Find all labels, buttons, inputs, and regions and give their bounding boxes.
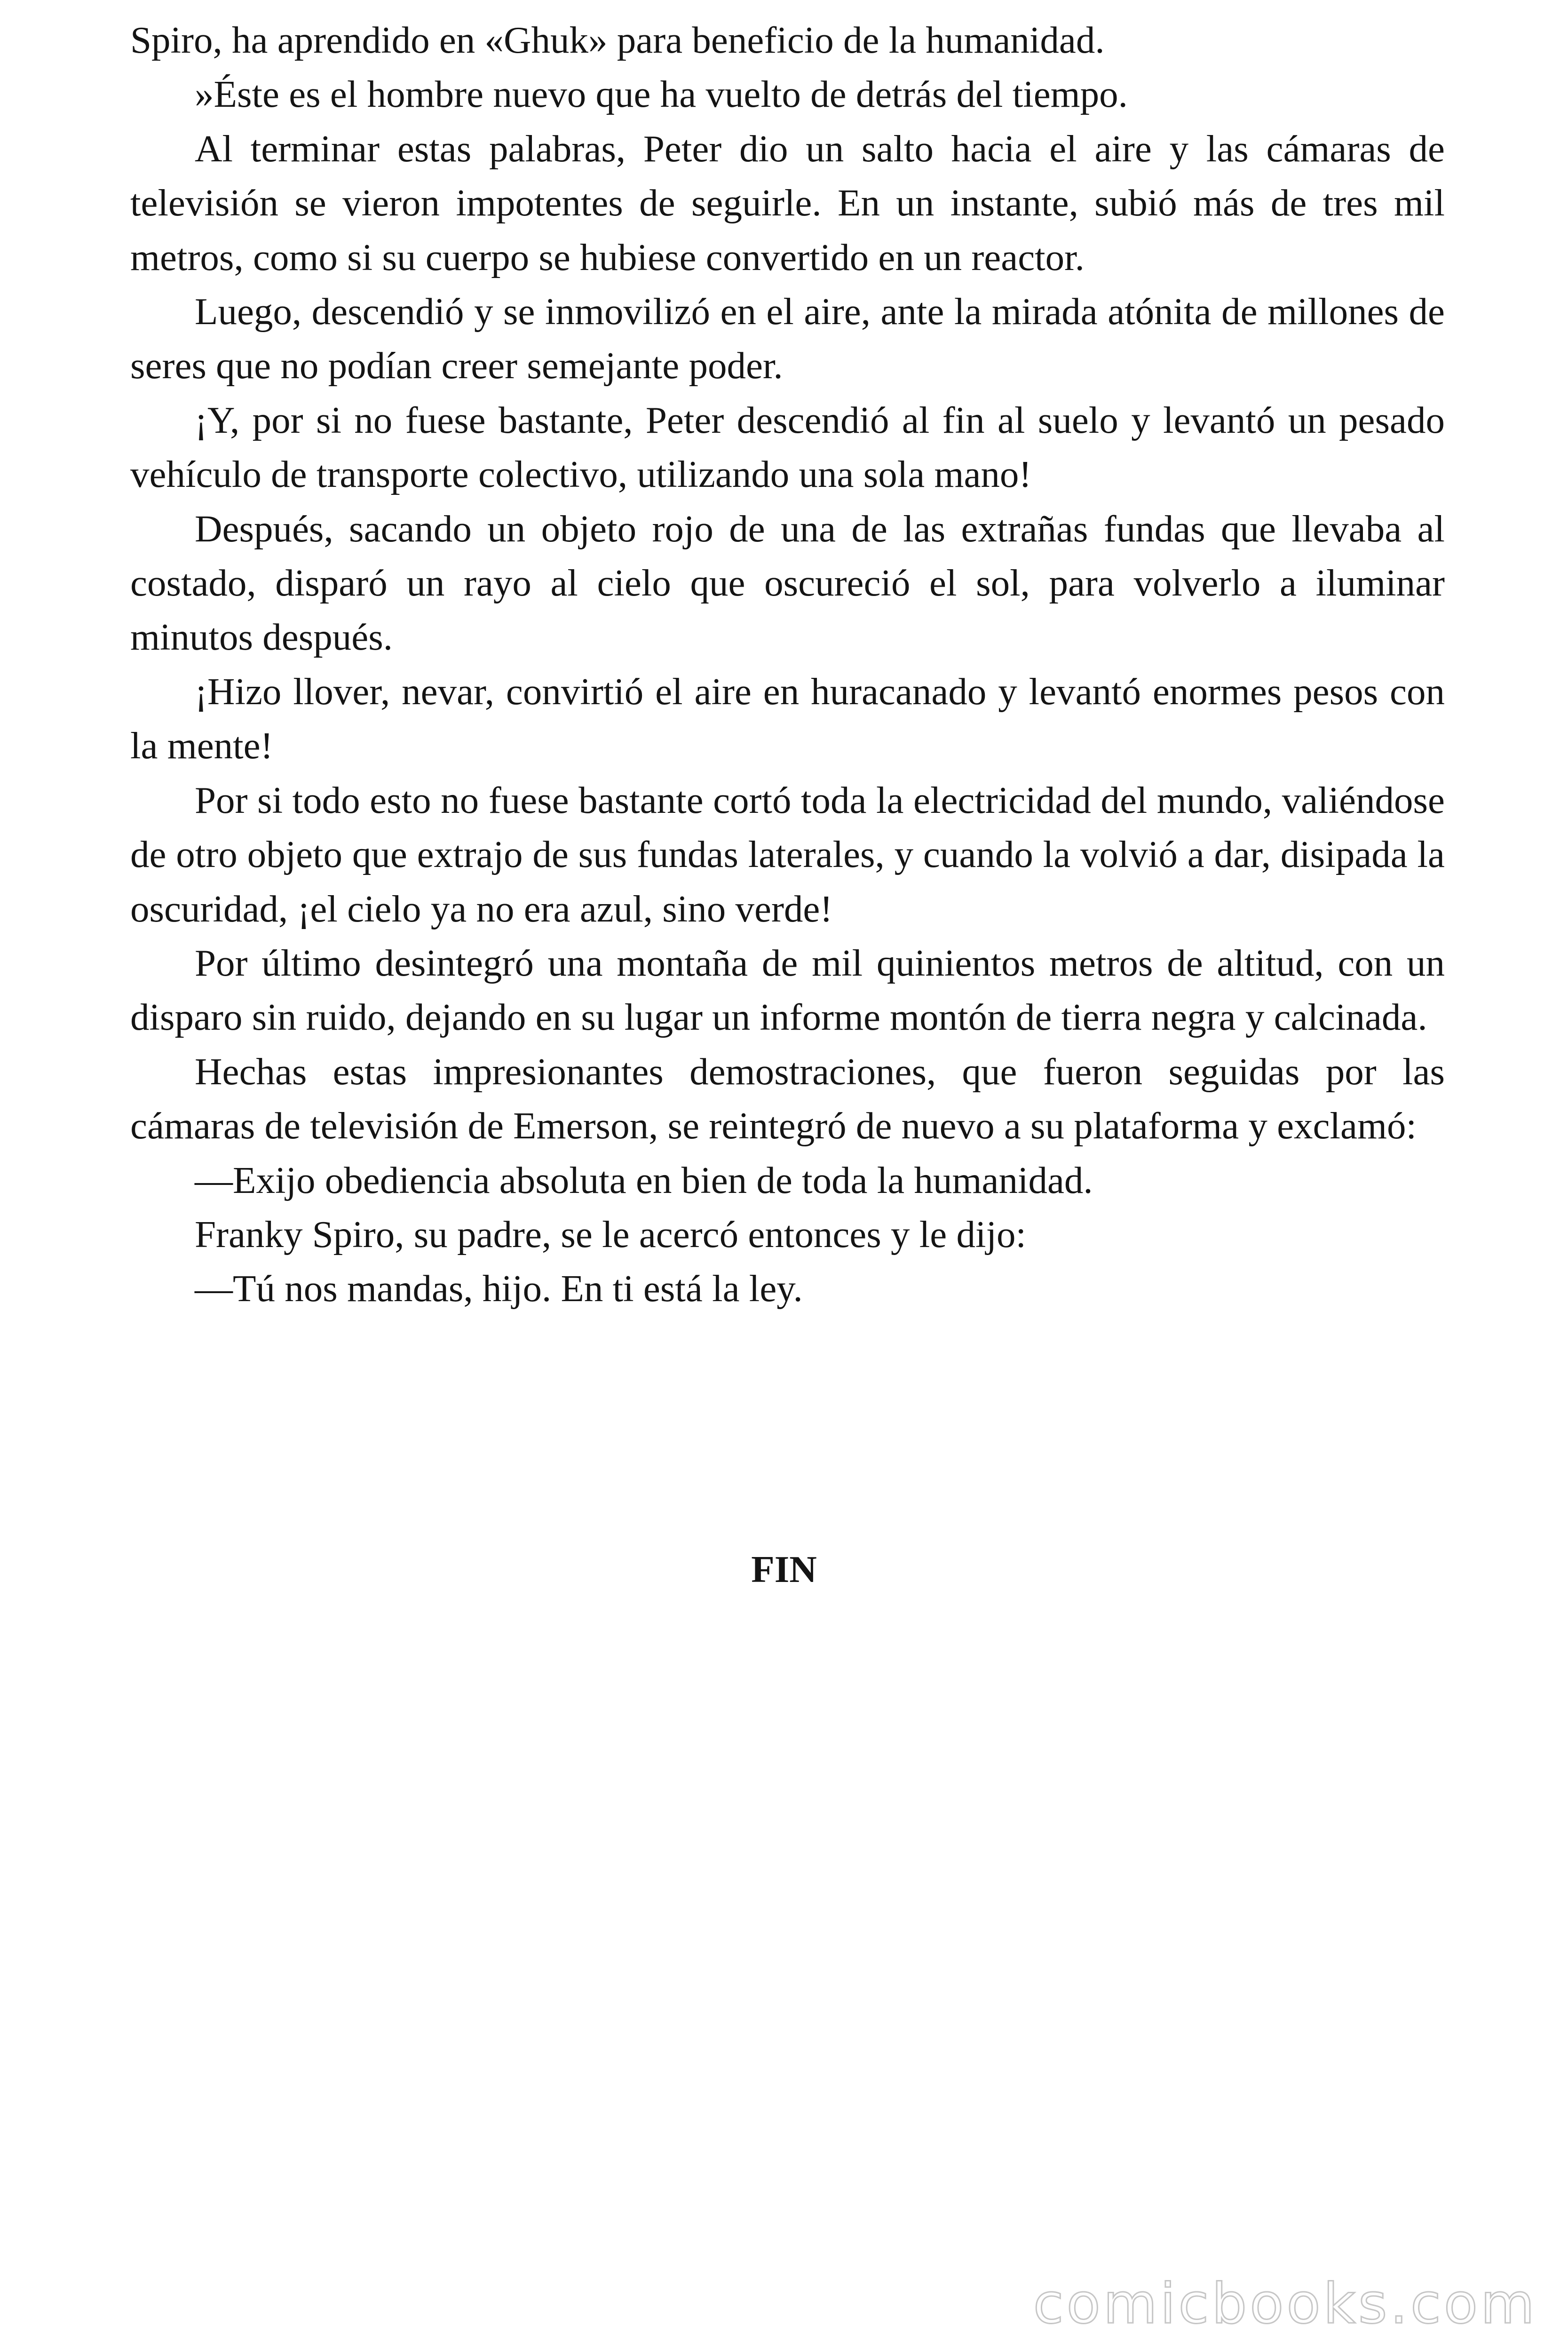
ending-heading: FIN	[751, 1548, 817, 1590]
paragraph: ¡Y, por si no fuese bastante, Peter descendió al fin al suelo y levantó un pesado vehículo de transporte colectivo, utilizando una sola mano!	[130, 398, 1445, 496]
watermark: comicbooks.com	[1033, 2271, 1537, 2336]
paragraph: Al terminar estas palabras, Peter dio un salto hacia el aire y las cámaras de televisión se vieron impotentes de seguirle. En un instante, subió más de tres mil metros, como si su cuerpo se hubiese convertido en un reactor.	[130, 127, 1445, 278]
paragraph: Spiro, ha aprendido en «Ghuk» para beneficio de la humanidad.	[130, 19, 1105, 61]
paragraph: Franky Spiro, su padre, se le acercó entonces y le dijo:	[195, 1213, 1026, 1255]
paragraph: Luego, descendió y se inmovilizó en el aire, ante la mirada atónita de millones de seres que no podían creer semejante poder.	[130, 290, 1445, 387]
paragraph: Por último desintegró una montaña de mil quinientos metros de altitud, con un disparo sin ruido, dejando en su lugar un informe montón de tierra negra y calcinada.	[130, 941, 1445, 1039]
paragraph: Después, sacando un objeto rojo de una de las extrañas fundas que llevaba al costado, disparó un rayo al cielo que oscureció el sol, para volverlo a iluminar minutos después.	[130, 507, 1445, 659]
paragraph: —Tú nos mandas, hijo. En ti está la ley.	[195, 1267, 803, 1310]
paragraph: »Éste es el hombre nuevo que ha vuelto de detrás del tiempo.	[195, 73, 1128, 116]
paragraph: Hechas estas impresionantes demostraciones, que fueron seguidas por las cámaras de televisión de Emerson, se reintegró de nuevo a su plataforma y exclamó:	[130, 1050, 1445, 1147]
paragraph: ¡Hizo llover, nevar, convirtió el aire en huracanado y levantó enormes pesos con la mente!	[130, 670, 1445, 767]
paragraph: Por si todo esto no fuese bastante cortó toda la electricidad del mundo, valiéndose de otro objeto que extrajo de sus fundas laterales, y cuando la volvió a dar, disipada la oscuridad, ¡el cielo ya no era azul, sino verde!	[130, 779, 1445, 930]
body-text	[130, 13, 1445, 1316]
paragraph: —Exijo obediencia absoluta en bien de toda la humanidad.	[195, 1159, 1093, 1201]
